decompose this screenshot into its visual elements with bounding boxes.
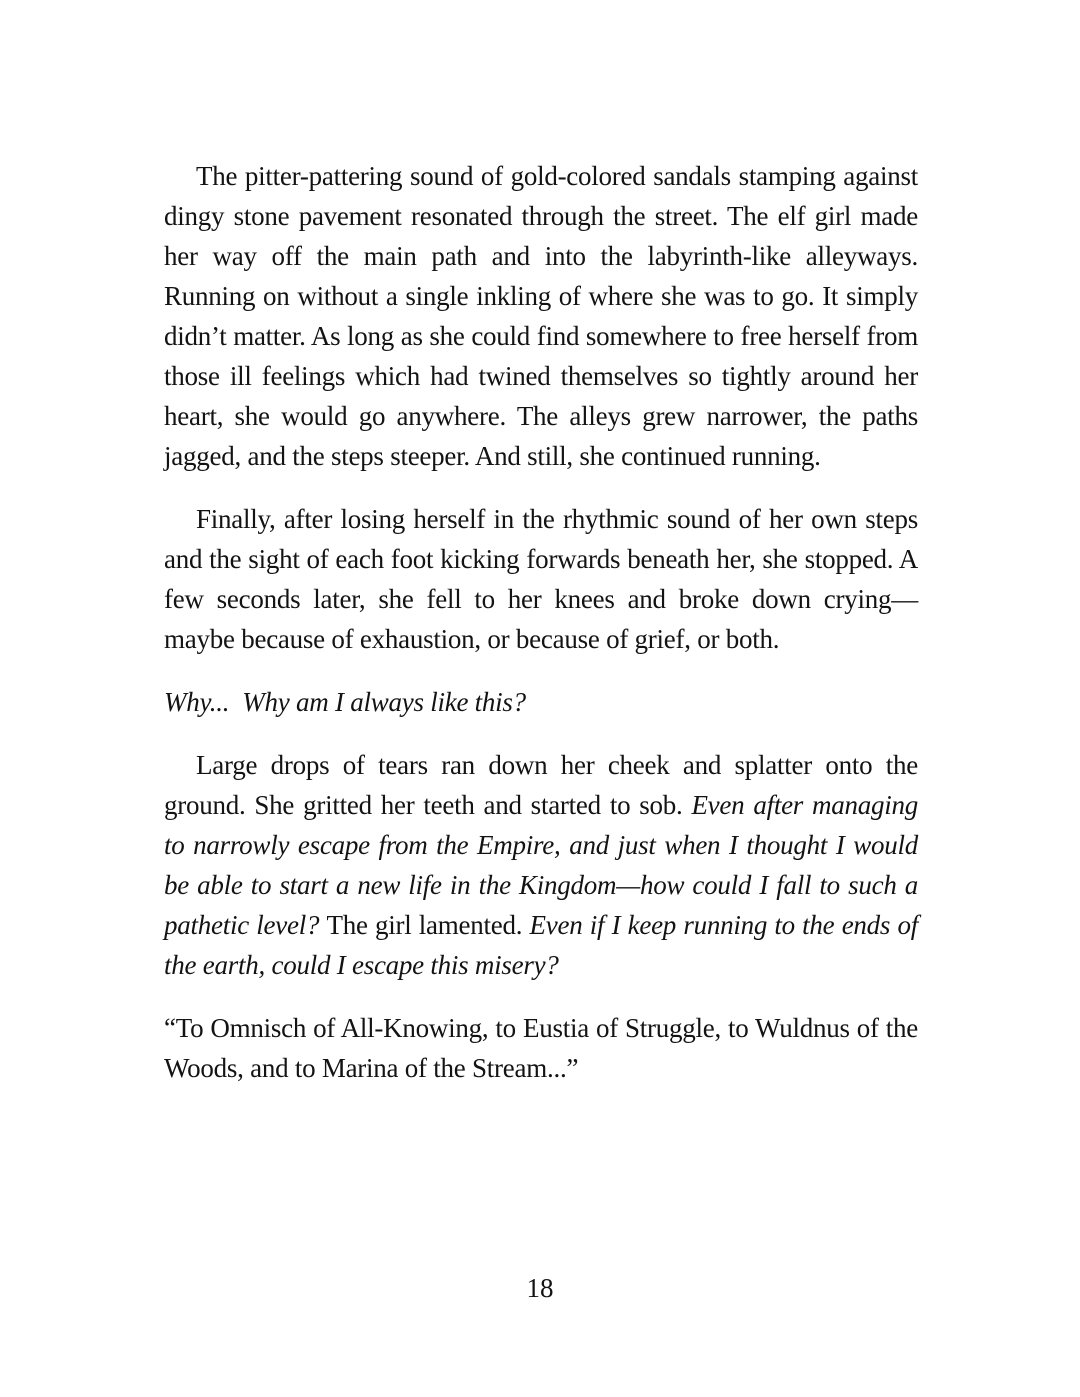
paragraph — [164, 499, 918, 659]
roman-text-run: Finally, after losing herself in the rhythmic sound of her own steps and the sight of each foot kicking forwards beneath her, she stopped. A few seconds later, she fell to her knees and broke down crying—maybe because of exhaustion, or because of grief, or both. — [164, 504, 918, 654]
paragraph — [164, 745, 918, 985]
italic-text-run: Why... Why am I always like this? — [164, 687, 526, 717]
roman-text-run: “To Omnisch of All-Knowing, to Eustia of Struggle, to Wuldnus of the Woods, and to Marina of the Stream...” — [164, 1013, 918, 1083]
italic-text-run: Even after managing to narrowly escape from the Empire, and just when I thought I would be able to start a new life in the Kingdom—how could I fall to such a pathetic level? — [164, 790, 918, 940]
paragraph — [164, 682, 918, 722]
paragraph — [164, 156, 918, 476]
paragraph — [164, 1008, 918, 1088]
page-number: 18 — [526, 1273, 554, 1303]
roman-text-run: The girl lamented. — [326, 910, 530, 940]
roman-text-run: The pitter-pattering sound of gold-colored sandals stamping against dingy stone pavement resonated through the street. The elf girl made her way off the main path and into the labyrinth-like alleyways. Running on without a single inkling of where she was to go. It simply didn’t matter. As long as she could find somewhere to free herself from those ill feelings which had twined themselves so tightly around her heart, she would go anywhere. The alleys grew narrower, the paths jagged, and the steps steeper. And still, she continued running. — [164, 161, 918, 471]
body-text — [164, 156, 918, 1111]
roman-text-run: Large drops of tears ran down her cheek and splatter onto the ground. She gritted her teeth and started to sob. — [164, 750, 918, 820]
italic-text-run: Even if I keep running to the ends of the earth, could I escape this misery? — [164, 910, 918, 980]
